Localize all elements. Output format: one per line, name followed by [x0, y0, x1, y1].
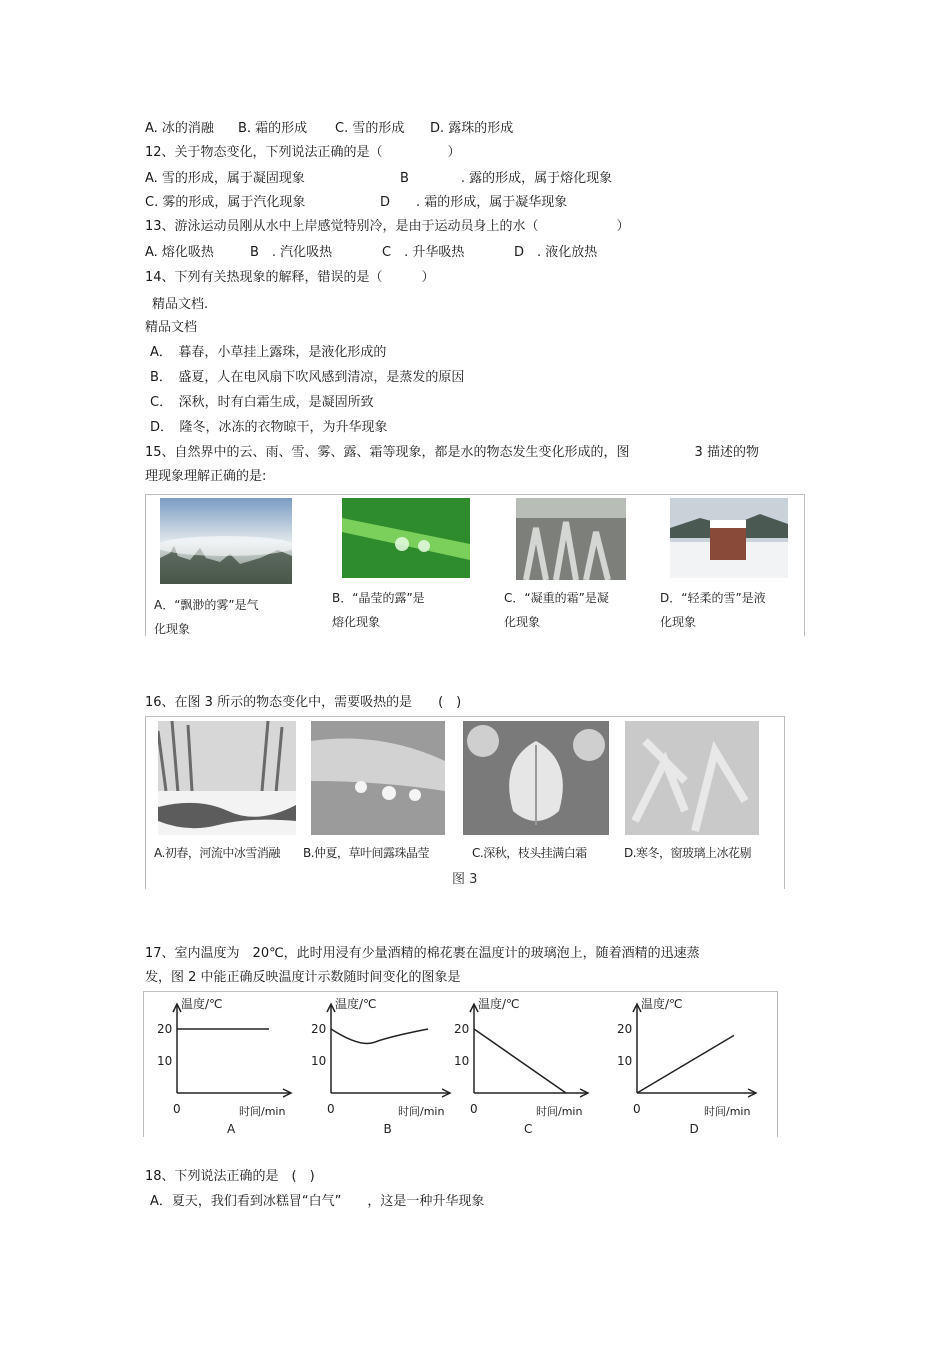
q14-option-c: C． 深秋，时有白霜生成，是凝固所致: [150, 395, 374, 410]
q18-stem: 18、下列说法正确的是 ( ): [145, 1169, 315, 1184]
q17-graphs: [143, 991, 778, 1137]
figure-label: 图 3: [452, 872, 478, 887]
origin-label: 0: [327, 1102, 335, 1116]
x-axis-label: 时间/min: [704, 1105, 751, 1118]
q18-option-a: A．夏天，我们看到冰糕冒“白气” ，这是一种升华现象: [150, 1194, 485, 1209]
tick-label: 20: [157, 1022, 173, 1036]
origin-label: 0: [633, 1102, 641, 1116]
tick-label: 20: [311, 1022, 327, 1036]
tick-label: 10: [157, 1054, 173, 1068]
x-axis-label: 时间/min: [398, 1105, 445, 1118]
y-axis-label: 温度/℃: [181, 997, 223, 1011]
watermark-text: 精品文档.: [152, 297, 209, 312]
q13-stem: 13、游泳运动员刚从水中上岸感觉特别冷，是由于运动员身上的水（ ）: [145, 219, 630, 234]
q13-option-c: C . 升华吸热: [382, 245, 465, 260]
q15-stem: 15、自然界中的云、雨、雪、雾、露、霜等现象，都是水的物态发生变化形成的，图 3 描述的物: [145, 445, 759, 460]
graph-label: C: [524, 1122, 533, 1136]
snow-photo: [670, 498, 788, 578]
graph-label: A: [227, 1122, 236, 1136]
tick-label: 10: [454, 1054, 470, 1068]
q11-option-c: C. 雪的形成: [335, 121, 405, 136]
q13-option-a: A. 熔化吸热: [145, 245, 214, 260]
q16-caption-c: C.深秋，枝头挂满白霜: [472, 846, 587, 860]
q12-option-b: B . 露的形成，属于熔化现象: [400, 171, 613, 186]
q15-caption-c: C．“凝重的霜”是凝: [504, 591, 609, 605]
q15-figure: [145, 494, 805, 636]
q17-stem: 发，图 2 中能正确反映温度计示数随时间变化的图象是: [145, 970, 461, 985]
x-axis-label: 时间/min: [536, 1105, 583, 1118]
q11-option-d: D. 露珠的形成: [430, 121, 514, 136]
q16-caption-d: D.寒冬，窗玻璃上冰花剔: [624, 846, 752, 860]
watermark-text: 精品文档: [145, 320, 198, 335]
q14-stem: 14、下列有关热现象的解释，错误的是（ ）: [145, 270, 435, 285]
graph-label: D: [689, 1122, 699, 1136]
q12-stem: 12、关于物态变化，下列说法正确的是（ ）: [145, 145, 461, 160]
tick-label: 10: [311, 1054, 327, 1068]
q11-option-a: A. 冰的消融: [145, 121, 214, 136]
series-line: [474, 1029, 566, 1093]
q16-caption-a: A.初春，河流中冰雪消融: [154, 846, 280, 860]
dew-photo: [342, 498, 470, 578]
origin-label: 0: [173, 1102, 181, 1116]
ice-river-photo: [158, 721, 296, 835]
y-axis-label: 温度/℃: [478, 997, 520, 1011]
q14-option-d: D． 隆冬，冰冻的衣物晾干，为升华现象: [150, 420, 388, 435]
tick-label: 20: [454, 1022, 470, 1036]
q15-stem: 理现象理解正确的是:: [145, 469, 267, 484]
q15-caption-b: B．“晶莹的露”是: [332, 591, 425, 605]
q15-caption-b: 熔化现象: [332, 615, 381, 629]
series-line: [637, 1035, 734, 1093]
ice-flower-photo: [625, 721, 759, 835]
fog-photo: [160, 498, 292, 584]
frost-leaf-photo: [463, 721, 609, 835]
q12-option-a: A. 雪的形成，属于凝固现象: [145, 171, 305, 186]
origin-label: 0: [470, 1102, 478, 1116]
graph-label: B: [383, 1122, 392, 1136]
q16-caption-b: B.仲夏，草叶间露珠晶莹: [303, 846, 430, 860]
q16-figure: [145, 716, 785, 889]
y-axis-label: 温度/℃: [335, 997, 377, 1011]
q14-option-b: B． 盛夏，人在电风扇下吹风感到清凉，是蒸发的原因: [150, 370, 465, 385]
q12-option-d: D . 霜的形成，属于凝华现象: [380, 195, 568, 210]
tick-label: 10: [617, 1054, 633, 1068]
dew-leaf-photo: [311, 721, 445, 835]
tick-label: 20: [617, 1022, 633, 1036]
x-axis-label: 时间/min: [239, 1105, 286, 1118]
q14-option-a: A． 暮春，小草挂上露珠，是液化形成的: [150, 345, 387, 360]
temperature-graphs: [144, 992, 777, 1137]
q16-stem: 16、在图 3 所示的物态变化中，需要吸热的是 ( ): [145, 695, 462, 710]
frost-photo: [516, 498, 626, 580]
q11-option-b: B. 霜的形成: [238, 121, 308, 136]
q17-stem: 17、室内温度为 20℃，此时用浸有少量酒精的棉花裹在温度计的玻璃泡上，随着酒精的迅速蒸: [145, 946, 700, 961]
q12-option-c: C. 雾的形成，属于汽化现象: [145, 195, 306, 210]
q15-caption-d: 化现象: [660, 615, 697, 629]
y-axis-label: 温度/℃: [641, 997, 683, 1011]
q15-caption-a: 化现象: [154, 622, 191, 636]
q15-caption-d: D．“轻柔的雪”是液: [660, 591, 766, 605]
q13-option-b: B . 汽化吸热: [250, 245, 333, 260]
series-line: [331, 1029, 428, 1043]
q15-caption-c: 化现象: [504, 615, 541, 629]
q15-caption-a: A．“飘渺的雾”是气: [154, 598, 259, 612]
q13-option-d: D . 液化放热: [514, 245, 598, 260]
